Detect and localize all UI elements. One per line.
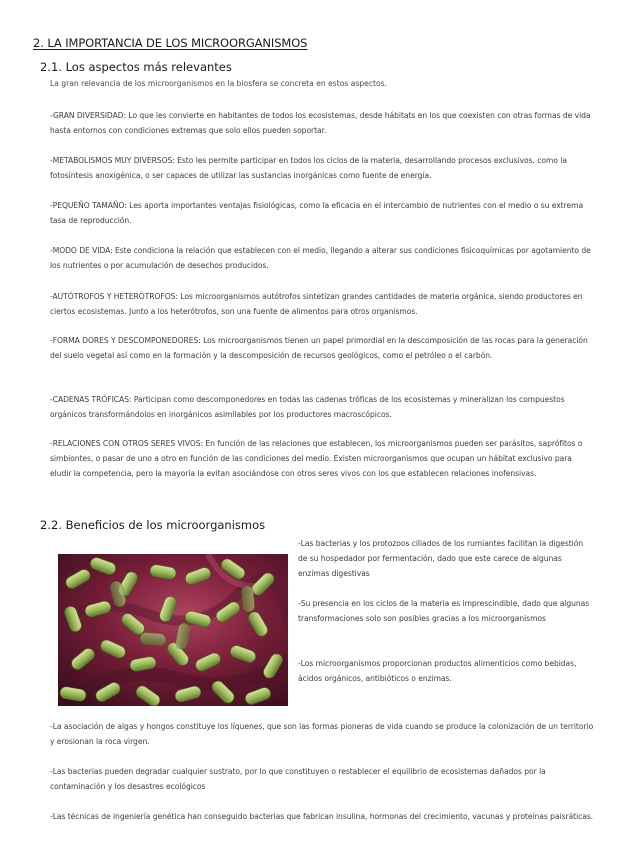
- section-title: 2. LA IMPORTANCIA DE LOS MICROORGANISMOS: [33, 36, 308, 50]
- aspect-food-chains: -CADENAS TRÓFICAS: Participan como descomponedores en todas las cadenas tróficas de los ecosistemas y mineralizan los compuestos orgánicos transformándolos en inorgánicos asimilables por los productores macroscópicos.: [50, 395, 565, 419]
- aspect-relations: -RELACIONES CON OTROS SERES VIVOS: En función de las relaciones que establecen, los microorganismos pueden ser parásitos, saprófitos o simbiontes, o pasar de uno a otro en función de las condiciones del medio. Existen microorganismos que ocupan un hábitat exclusivo para eludir la competencia, pero la mayoría la evitan asociándose con otros seres vivos con los que establecen relaciones inofensivas.: [50, 439, 583, 478]
- benefit-food-products: -Los microorganismos proporcionan productos alimenticios como bebidas, ácidos orgánicos, antibióticos o enzimas.: [298, 659, 577, 683]
- benefit-lichens: -La asociación de algas y hongos constituye los líquenes, que son las formas pioneras de vida cuando se produce la colonización de un territorio y erosionan la roca virgen.: [50, 722, 594, 746]
- bacteria-photo: [58, 554, 288, 706]
- benefit-ruminants: -Las bacterias y los protozoos ciliados de los rumiantes facilitan la digestión de su hospedador por fermentación, dado que este carece de algunas enzimas digestivas: [298, 539, 584, 578]
- subsection-heading-2-2: 2.2. Beneficios de los microorganismos: [40, 518, 266, 532]
- aspect-diversity: -GRAN DIVERSIDAD: Lo que les convierte en habitantes de todos los ecosistemas, desde hábitats en los que coexisten con otras formas de vida hasta entornos con condiciones extremas que solo ellos pueden soportar.: [50, 111, 591, 135]
- aspect-formers: -FORMA DORES Y DESCOMPONEDORES: Los microorganismos tienen un papel primordial en la descomposición de las rocas para la generación del suelo vegetal así como en la formación y la descomposición de recursos geológicos, como el petróleo o el carbón.: [50, 336, 588, 360]
- aspect-size: -PEQUEÑO TAMAÑO: Les aporta importantes ventajas fisiológicas, como la eficacia en el intercambio de nutrientes con el medio o su extrema tasa de reproducción.: [50, 201, 584, 225]
- bacterium-shape: [140, 632, 167, 646]
- subsection-heading-2-1: 2.1. Los aspectos más relevantes: [40, 60, 232, 74]
- bacterium-shape: [241, 586, 255, 613]
- aspect-autotrophs: -AUTÓTROFOS Y HETERÓTROFOS: Los microorganismos autótrofos sintetizan grandes cantidades de materia orgánica, siendo productores en ciertos ecosistemas. Junto a los heterótrofos, son una fuente de alimentos para otros organismos.: [50, 292, 583, 316]
- aspect-lifestyle: -MODO DE VIDA: Este condiciona la relación que establecen con el medio, llegando a alterar sus condiciones fisicoquímicas por agotamiento de los nutrientes o por acumulación de desechos producidos.: [50, 246, 591, 270]
- benefit-genetic-engineering: -Las técnicas de ingeniería genética han conseguido bacterias que fabrican insulina, hormonas del crecimiento, vacunas y proteínas paisráticas.: [50, 812, 594, 821]
- aspect-metabolism: -METABOLISMOS MUY DIVERSOS: Esto les permite participar en todos los ciclos de la materia, desarrollando procesos exclusivos, como la fotosíntesis anoxigénica, o ser capaces de utilizar las sustancias inorgánicas como fuente de energía.: [50, 156, 567, 180]
- benefit-degradation: -Las bacterias pueden degradar cualquier sustrato, por lo que constituyen o restablecer el equilibrio de ecosistemas dañados por la contaminación y los desastres ecológicos: [50, 767, 546, 791]
- benefit-matter-cycles: -Su presencia en los ciclos de la materia es imprescindible, dado que algunas transformaciones solo son posibles gracias a los microorganismos: [298, 599, 590, 623]
- intro-text: La gran relevancia de los microorganismos en la biosfera se concreta en estos aspectos.: [50, 79, 388, 88]
